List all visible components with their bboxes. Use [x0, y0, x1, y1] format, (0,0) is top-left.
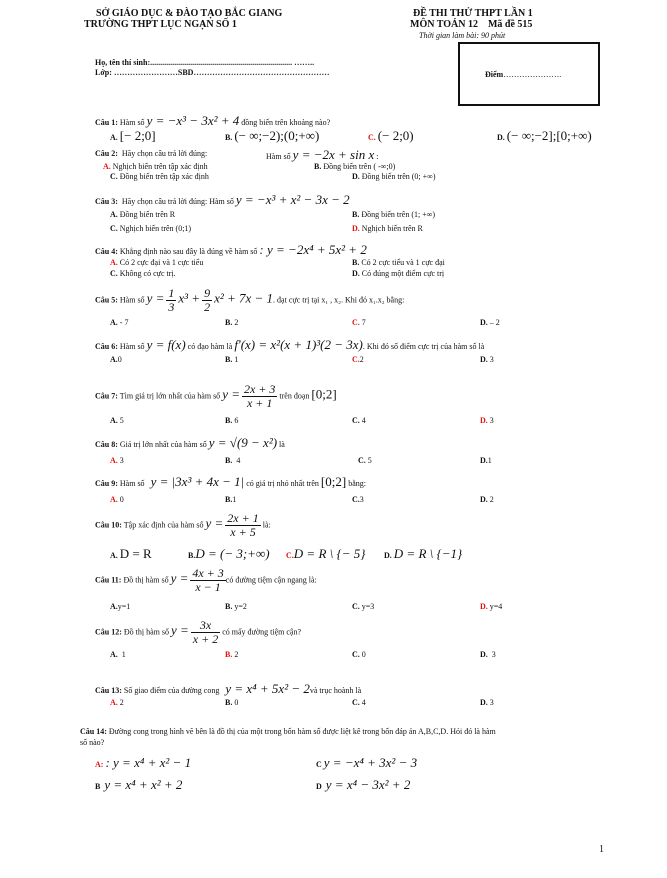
- option-value: 0: [361, 650, 366, 659]
- option-c[interactable]: [352, 495, 364, 504]
- question-label: Câu 10:: [95, 520, 122, 530]
- formula-part: x² + 7x − 1: [214, 290, 274, 306]
- option-a[interactable]: [110, 602, 130, 611]
- option-value: Đồng biến trên ( -∞;0): [323, 162, 396, 171]
- option-value: – 2: [489, 318, 500, 327]
- question-label: Câu 12:: [95, 627, 122, 637]
- numerator: 2x + 1: [227, 511, 259, 525]
- fraction: [166, 287, 176, 314]
- formula-part: y =: [170, 570, 189, 586]
- denominator: x + 1: [246, 396, 273, 410]
- option-key: B.: [225, 318, 233, 327]
- fraction: [191, 619, 220, 646]
- option-value: y=2: [234, 602, 247, 611]
- option-b[interactable]: [225, 602, 247, 611]
- denominator: x + 2: [192, 632, 219, 646]
- question-2: [95, 149, 207, 158]
- question-10: [95, 512, 271, 539]
- option-key: C.: [352, 602, 360, 611]
- question-4: [95, 242, 367, 258]
- option-value: 1: [121, 650, 126, 659]
- question-label: Câu 3:: [95, 197, 118, 206]
- formula-part: y =: [222, 386, 240, 402]
- question-formula-2: [0;2]: [320, 474, 347, 489]
- option-b[interactable]: [225, 128, 319, 144]
- question-text: Hàm số: [119, 295, 145, 305]
- question-text: Hàm số: [119, 479, 145, 488]
- option-key: C.: [352, 416, 360, 425]
- option-key: D.: [480, 650, 488, 659]
- option-value: D = R \ {− 5}: [293, 546, 366, 561]
- option-value: 1: [487, 456, 492, 465]
- option-c[interactable]: [352, 602, 374, 611]
- question-formula: y = −x³ − 3x² + 4: [146, 113, 240, 128]
- option-a[interactable]: [110, 210, 175, 219]
- option-key: C: [316, 760, 322, 769]
- option-key: B.: [225, 495, 233, 504]
- option-key: D.: [480, 698, 488, 707]
- option-key: C.: [352, 355, 360, 364]
- exam-subject-code: [410, 19, 532, 30]
- fraction: [225, 512, 260, 539]
- option-a[interactable]: [110, 546, 152, 562]
- question-text-mid: trên đoạn: [279, 391, 310, 401]
- option-key: B.: [225, 355, 233, 364]
- option-value: 2: [359, 355, 364, 364]
- option-key: C.: [358, 456, 366, 465]
- option-c[interactable]: [110, 269, 176, 278]
- option-key: D.: [352, 224, 360, 233]
- option-value: Có đúng một điểm cực trị: [361, 269, 445, 278]
- question-formula-2: f'(x) = x²(x + 1)³(2 − 3x): [234, 337, 363, 352]
- option-key: B.: [225, 416, 233, 425]
- question-8: [95, 435, 285, 451]
- question-formula: : y = −2x⁴ + 5x² + 2: [259, 242, 367, 257]
- fraction: [202, 287, 212, 314]
- question-label: Câu 11:: [95, 575, 122, 585]
- option-a[interactable]: [110, 318, 128, 327]
- option-key: D.: [480, 416, 488, 425]
- question-text: Tìm giá trị lớn nhất của hàm số: [119, 391, 221, 401]
- formula-part: x³ +: [178, 290, 201, 306]
- question-9: [95, 474, 366, 490]
- option-key: D.: [480, 495, 488, 504]
- question-text-after: có đường tiệm cận ngang là:: [225, 575, 317, 585]
- option-value: 0: [119, 495, 124, 504]
- option-value: 3: [491, 650, 496, 659]
- option-value: D = (− 3;+∞): [195, 546, 270, 561]
- option-value: y=3: [361, 602, 375, 611]
- question-3: [95, 192, 350, 208]
- option-value: Đồng biến trên R: [119, 210, 176, 219]
- question-14: [80, 727, 496, 736]
- score-line: ………………….: [503, 70, 562, 79]
- option-value: 0: [117, 355, 122, 364]
- question-formula: y = x⁴ + 5x² − 2: [225, 681, 310, 696]
- denominator: 3: [168, 300, 175, 314]
- numerator: 9: [204, 286, 211, 300]
- denominator: 2: [204, 300, 211, 314]
- question-text-mid: có đạo hàm là: [187, 342, 233, 351]
- question-label: Câu 1:: [95, 118, 118, 127]
- class-label: Lớp: [95, 68, 110, 77]
- option-value: 1: [232, 495, 237, 504]
- option-key: C.: [352, 698, 360, 707]
- formula-part: y =: [146, 290, 165, 306]
- question-text-mid: có giá trị nhỏ nhất trên: [246, 479, 319, 488]
- option-key: A.: [110, 495, 118, 504]
- option-value: Đồng biến trên tập xác định: [119, 172, 209, 181]
- option-key: A:: [95, 760, 104, 769]
- option-key: B.: [188, 551, 196, 560]
- option-value: 0: [234, 698, 239, 707]
- option-d[interactable]: [480, 698, 494, 707]
- option-key: A.: [110, 355, 118, 364]
- option-value: y=1: [117, 602, 131, 611]
- option-key: B.: [225, 602, 233, 611]
- department-title: SỞ GIÁO DỤC & ĐÀO TẠO BẮC GIANG: [96, 8, 283, 19]
- option-d[interactable]: [316, 777, 410, 793]
- option-value: D = R \ {−1}: [393, 546, 463, 561]
- option-c[interactable]: [352, 318, 366, 327]
- question-1: [95, 113, 330, 129]
- option-d[interactable]: [480, 355, 494, 364]
- option-key: D.: [480, 355, 488, 364]
- option-value: y = x⁴ − 3x² + 2: [325, 777, 411, 792]
- option-key: A.: [110, 650, 118, 659]
- option-a[interactable]: [110, 355, 122, 364]
- question-5: [95, 287, 404, 314]
- question-label: Câu 4:: [95, 247, 118, 256]
- option-key: C.: [286, 551, 294, 560]
- option-value: Nghịch biến trên tập xác định: [112, 162, 208, 171]
- formula-part: y =: [205, 515, 224, 531]
- option-key: C.: [352, 650, 360, 659]
- option-value: 1: [234, 355, 239, 364]
- option-d[interactable]: [480, 602, 502, 611]
- option-value: Nghịch biến trên (0;1): [119, 224, 192, 233]
- question-text-after: là:: [262, 520, 271, 530]
- question-2-formula: [266, 147, 378, 163]
- option-value: 3: [359, 495, 364, 504]
- option-d[interactable]: [384, 546, 462, 562]
- option-key: A.: [110, 698, 118, 707]
- option-c[interactable]: [352, 650, 366, 659]
- question-text: Giá trị lớn nhất của hàm số: [119, 440, 207, 449]
- option-c[interactable]: [358, 456, 372, 465]
- option-b[interactable]: [225, 650, 238, 659]
- option-d[interactable]: [352, 269, 444, 278]
- option-d[interactable]: [480, 456, 492, 465]
- option-key: A.: [110, 551, 118, 560]
- option-value: y = −x⁴ + 3x² − 3: [323, 755, 418, 770]
- option-key: D.: [384, 551, 392, 560]
- option-value: 6: [234, 416, 239, 425]
- question-11: [95, 567, 317, 594]
- option-key: A.: [110, 210, 118, 219]
- option-d[interactable]: [352, 172, 436, 181]
- option-key: B.: [352, 210, 360, 219]
- option-value: y = x⁴ + x² + 2: [104, 777, 183, 792]
- question-formula: y = |3x³ + 4x − 1|: [150, 474, 245, 489]
- question-formula: y = −2x + sin x: [292, 147, 375, 162]
- option-b[interactable]: [225, 456, 240, 465]
- option-a[interactable]: [110, 128, 156, 144]
- question-text: Số giao điểm của đường cong: [123, 686, 220, 695]
- option-key: D.: [480, 456, 488, 465]
- question-text: Đồ thị hàm số: [123, 627, 169, 637]
- numerator: 2x + 3: [243, 382, 276, 396]
- option-key: C.: [352, 318, 360, 327]
- option-d[interactable]: [352, 224, 423, 233]
- question-text: Hàm số: [119, 342, 145, 351]
- question-text: Hãy chọn câu trả lời đúng:: [121, 149, 208, 158]
- option-value: 2: [119, 698, 124, 707]
- question-text-after: có mấy đường tiệm cận?: [222, 627, 301, 637]
- option-b[interactable]: [352, 258, 445, 267]
- option-c[interactable]: [110, 224, 191, 233]
- option-b[interactable]: [225, 355, 238, 364]
- score-field[interactable]: [485, 70, 561, 79]
- denominator: x + 5: [230, 525, 256, 539]
- question-text-after: là: [279, 440, 285, 449]
- option-key: D.: [480, 602, 488, 611]
- option-a[interactable]: [95, 755, 191, 771]
- option-a[interactable]: [103, 162, 208, 171]
- option-key: B.: [352, 258, 360, 267]
- option-key: C.: [110, 269, 118, 278]
- option-a[interactable]: [110, 258, 203, 267]
- option-c[interactable]: [352, 698, 366, 707]
- option-value: 3: [489, 698, 494, 707]
- option-key: B.: [225, 698, 233, 707]
- question-13: [95, 681, 361, 697]
- option-value: Đồng biến trên (1; +∞): [361, 210, 436, 219]
- option-b[interactable]: [225, 318, 238, 327]
- option-key: D: [316, 782, 322, 791]
- option-value: Nghịch biến trên R: [361, 224, 423, 233]
- option-a[interactable]: [110, 456, 124, 465]
- option-value: Đồng biến trên (0; +∞): [361, 172, 436, 181]
- option-c[interactable]: [316, 755, 417, 771]
- question-6: [95, 337, 484, 353]
- option-key: A.: [103, 162, 111, 171]
- option-key: A.: [110, 602, 118, 611]
- option-a[interactable]: [110, 698, 124, 707]
- option-value: y=4: [489, 602, 503, 611]
- option-key: B: [95, 782, 101, 791]
- option-key: A.: [110, 258, 118, 267]
- option-key: D.: [497, 133, 505, 142]
- option-value: (− 2;0): [377, 128, 414, 143]
- option-b[interactable]: [352, 210, 435, 219]
- option-value: - 7: [119, 318, 129, 327]
- option-d[interactable]: [497, 128, 592, 144]
- option-key: A.: [110, 456, 118, 465]
- exam-title: ĐỀ THI THỬ THPT LẦN 1: [413, 8, 533, 19]
- score-label: Điểm: [485, 70, 504, 79]
- option-value: [− 2;0]: [119, 128, 156, 143]
- exam-subject: MÔN TOÁN 12: [410, 19, 478, 30]
- option-key: A.: [110, 133, 118, 142]
- option-value: 4: [361, 698, 366, 707]
- student-class-field[interactable]: [95, 68, 329, 77]
- option-c[interactable]: [352, 416, 366, 425]
- question-label: Câu 5:: [95, 295, 118, 305]
- question-text: Hàm số: [119, 118, 145, 127]
- student-name-field[interactable]: Họ, tên thí sinh:....................................................................... ……..: [95, 58, 315, 67]
- option-value: 3: [489, 416, 494, 425]
- question-label: Câu 9:: [95, 479, 118, 488]
- option-b[interactable]: [225, 495, 236, 504]
- question-label: Câu 13:: [95, 686, 122, 695]
- option-value: : y = x⁴ + x² − 1: [105, 755, 192, 770]
- exam-time: Thời gian làm bài: 90 phút: [419, 31, 506, 40]
- option-b[interactable]: [188, 546, 270, 562]
- option-key: B.: [225, 456, 233, 465]
- option-key: C.: [352, 495, 360, 504]
- option-key: C.: [110, 172, 118, 181]
- option-a[interactable]: [110, 416, 124, 425]
- option-b[interactable]: [95, 777, 182, 793]
- question-text: Đồ thị hàm số: [123, 575, 169, 585]
- option-b[interactable]: [225, 416, 238, 425]
- question-12: [95, 619, 301, 646]
- option-value: 5: [119, 416, 124, 425]
- option-value: 5: [367, 456, 372, 465]
- numerator: 4x + 3: [192, 566, 224, 580]
- question-14-cont: số nào?: [80, 738, 105, 747]
- option-key: D.: [480, 318, 488, 327]
- question-formula: y = −x³ + x² − 3x − 2: [235, 192, 350, 207]
- option-value: Không có cực trị.: [119, 269, 176, 278]
- question-label: Câu 2:: [95, 149, 118, 158]
- question-label: Câu 14:: [80, 727, 107, 736]
- question-text-after: và trục hoành là: [309, 686, 362, 695]
- option-key: C.: [368, 133, 376, 142]
- option-value: 2: [234, 318, 239, 327]
- question-formula: y = f(x): [146, 337, 186, 352]
- fraction: [190, 567, 225, 594]
- question-formula-2: [0;2]: [311, 386, 337, 402]
- fraction: [242, 383, 277, 410]
- option-value: 4: [236, 456, 241, 465]
- option-d[interactable]: [480, 650, 496, 659]
- option-value: D = R: [119, 546, 152, 561]
- numerator: 1: [168, 286, 175, 300]
- option-c[interactable]: [110, 172, 209, 181]
- option-value: 3: [489, 355, 494, 364]
- question-7: [95, 383, 337, 410]
- question-label: Câu 7:: [95, 391, 118, 401]
- option-a[interactable]: [110, 650, 126, 659]
- option-value: 3: [119, 456, 124, 465]
- question-text-after: . đạt cực trị tại x₁ , x₂. Khi đó x₁.x₂ bằng:: [273, 295, 405, 305]
- option-key: B.: [225, 133, 233, 142]
- question-text: Hàm số: [266, 152, 291, 161]
- question-text-after: bằng:: [348, 479, 366, 488]
- option-key: A.: [110, 318, 118, 327]
- option-d[interactable]: [480, 318, 500, 327]
- option-value: Có 2 cực tiểu và 1 cực đại: [361, 258, 445, 267]
- class-sbd-line: : ……………………SBD……………………………………………: [109, 68, 330, 77]
- option-key: A.: [110, 416, 118, 425]
- option-value: (− ∞;−2);(0;+∞): [234, 128, 320, 143]
- question-text: Hãy chọn câu trả lời đúng: Hàm số: [121, 197, 234, 206]
- denominator: x − 1: [195, 580, 221, 594]
- option-value: 7: [361, 318, 366, 327]
- option-b[interactable]: [314, 162, 395, 171]
- page-number: 1: [599, 844, 604, 855]
- question-label: Câu 8:: [95, 440, 118, 449]
- question-text-after: :: [376, 152, 379, 161]
- question-text-after: đồng biến trên khoảng nào?: [241, 118, 331, 127]
- question-text: Tập xác định của hàm số: [123, 520, 204, 530]
- option-value: 4: [361, 416, 366, 425]
- option-c[interactable]: [352, 355, 364, 364]
- question-text: Đường cong trong hình vẽ bên là đồ thị của một trong bốn hàm số được liệt kê trong bốn đáp án A,B,C,D. Hỏi đó là hàm: [108, 727, 496, 736]
- question-text: Khẳng định nào sau đây là đúng về hàm số: [119, 247, 258, 256]
- formula-part: y =: [171, 622, 189, 638]
- option-value: Có 2 cực đại và 1 cực tiểu: [119, 258, 204, 267]
- question-formula: y = √(9 − x²): [208, 435, 278, 450]
- option-key: B.: [225, 650, 233, 659]
- numerator: 3x: [191, 619, 220, 633]
- option-value: 2: [489, 495, 494, 504]
- question-text-after: . Khi đó số điểm cực trị của hàm số là: [362, 342, 485, 351]
- option-key: B.: [314, 162, 322, 171]
- question-label: Câu 6:: [95, 342, 118, 351]
- option-c[interactable]: [286, 546, 365, 562]
- option-d[interactable]: [480, 495, 494, 504]
- option-c[interactable]: [368, 128, 414, 144]
- option-key: C.: [110, 224, 118, 233]
- option-d[interactable]: [480, 416, 494, 425]
- option-a[interactable]: [110, 495, 124, 504]
- option-value: 2: [234, 650, 239, 659]
- option-key: D.: [352, 172, 360, 181]
- option-b[interactable]: [225, 698, 238, 707]
- school-name: TRƯỜNG THPT LỤC NGẠN SỐ 1: [84, 19, 237, 30]
- option-key: D.: [352, 269, 360, 278]
- exam-code: Mã đề 515: [487, 19, 533, 30]
- option-value: (− ∞;−2];[0;+∞): [506, 128, 592, 143]
